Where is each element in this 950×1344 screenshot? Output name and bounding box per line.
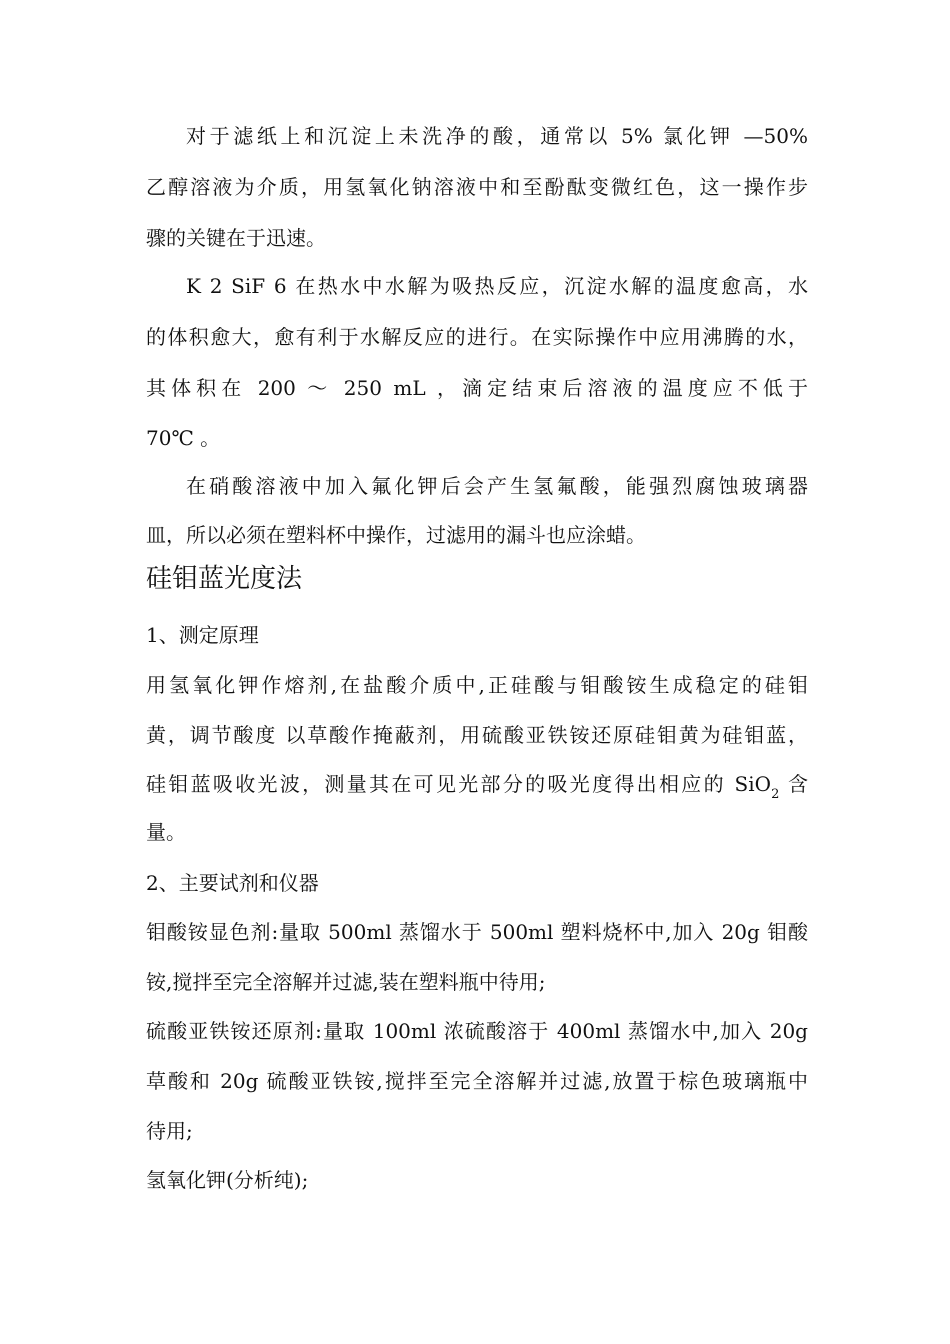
text-run: 含 (779, 772, 809, 796)
subsection-heading: 2、主要试剂和仪器 (146, 871, 319, 895)
subsection-heading: 1、测定原理 (146, 623, 259, 647)
paragraph-line: 铵,搅拌至完全溶解并过滤,装在塑料瓶中待用; (146, 970, 546, 994)
paragraph-line: 量。 (146, 820, 186, 844)
paragraph-line: K 2 SiF 6 在热水中水解为吸热反应，沉淀水解的温度愈高，水 (186, 274, 808, 298)
paragraph-line: 氢氧化钾(分析纯); (146, 1168, 309, 1192)
text-run: 硅钼蓝吸收光波，测量其在可见光部分的吸光度得出相应的 SiO (146, 772, 772, 796)
paragraph-line (146, 772, 809, 802)
paragraph-line: 待用; (146, 1119, 193, 1143)
paragraph-line: 草酸和 20g 硫酸亚铁铵,搅拌至完全溶解并过滤,放置于棕色玻璃瓶中 (146, 1069, 808, 1093)
paragraph-line: 在硝酸溶液中加入氟化钾后会产生氢氟酸，能强烈腐蚀玻璃器 (186, 474, 808, 498)
subscript: 2 (771, 787, 780, 802)
paragraph-line: 皿，所以必须在塑料杯中操作，过滤用的漏斗也应涂蜡。 (146, 523, 646, 547)
paragraph-line: 70℃ 。 (146, 426, 221, 450)
paragraph-line: 硫酸亚铁铵还原剂:量取 100ml 浓硫酸溶于 400ml 蒸馏水中,加入 20g (146, 1019, 808, 1043)
paragraph-line: 用氢氧化钾作熔剂,在盐酸介质中,正硅酸与钼酸铵生成稳定的硅钼 (146, 673, 808, 697)
paragraph-line: 乙醇溶液为介质，用氢氧化钠溶液中和至酚酞变微红色，这一操作步 (146, 175, 808, 199)
paragraph-line: 对于滤纸上和沉淀上未洗净的酸，通常以 5% 氯化钾 —50% (186, 124, 808, 148)
paragraph-line: 黄，调节酸度 以草酸作掩蔽剂，用硫酸亚铁铵还原硅钼黄为硅钼蓝， (146, 723, 808, 747)
paragraph-line: 的体积愈大，愈有利于水解反应的进行。在实际操作中应用沸腾的水， (146, 325, 808, 349)
paragraph-line: 钼酸铵显色剂:量取 500ml 蒸馏水于 500ml 塑料烧杯中,加入 20g 钼酸 (146, 920, 808, 944)
section-title: 硅钼蓝光度法 (146, 564, 303, 594)
paragraph-line: 骤的关键在于迅速。 (146, 226, 326, 250)
paragraph-line: 其体积在 200 ～ 250 mL ，滴定结束后溶液的温度应不低于 (146, 376, 808, 400)
